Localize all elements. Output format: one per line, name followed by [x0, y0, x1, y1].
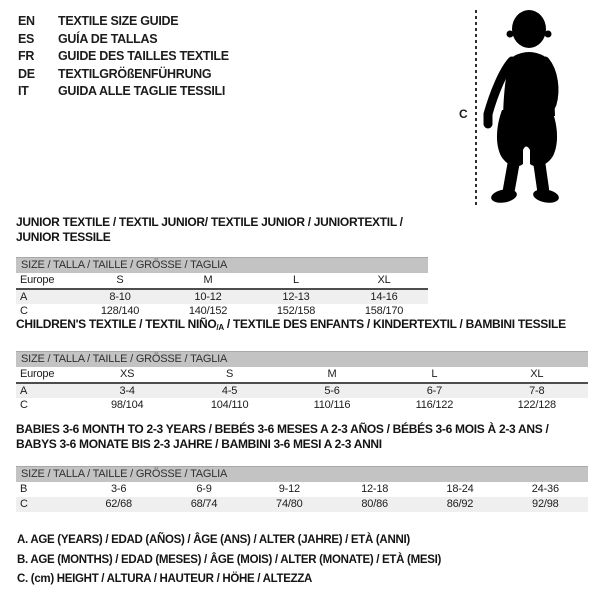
table-cell: 7-8 — [486, 383, 588, 398]
table-cell: 92/98 — [503, 497, 588, 512]
table-cell: 80/86 — [332, 497, 417, 512]
row-label-cell: C — [20, 305, 28, 317]
children-section-title — [16, 317, 588, 335]
size-header-row — [16, 258, 428, 273]
language-title: TEXTILE SIZE GUIDE — [58, 14, 179, 28]
junior-size-table — [16, 257, 428, 319]
row-label-cell: A — [16, 383, 76, 398]
table-cell: 3-6 — [111, 483, 127, 495]
table-cell: 104/110 — [210, 399, 249, 411]
table-cell: 122/128 — [517, 399, 556, 411]
size-header-bar: SIZE / TALLA / TAILLE / GRÖSSE / TAGLIA — [16, 467, 588, 482]
junior-section — [16, 215, 428, 319]
language-title: GUÍA DE TALLAS — [58, 31, 158, 46]
baby-figure — [455, 8, 595, 213]
title-text: / TEXTILE DES ENFANTS / KINDERTEXTIL / BAMBINI TESSILE — [223, 317, 566, 331]
children-size-table — [16, 351, 588, 413]
babies-size-table — [16, 466, 588, 512]
table-row-age — [16, 289, 428, 304]
language-row — [18, 66, 229, 84]
table-cell: 62/68 — [76, 497, 161, 512]
row-label-cell: A — [16, 289, 76, 304]
language-row — [18, 48, 229, 66]
height-dotted-line — [475, 10, 477, 206]
table-cell: 6-9 — [196, 483, 212, 495]
language-title: GUIDE DES TAILLES TEXTILE — [58, 49, 229, 63]
size-column-header: L — [252, 273, 340, 289]
table-cell: 86/92 — [417, 497, 502, 512]
size-header-row — [16, 467, 588, 482]
table-cell: 5-6 — [281, 383, 383, 398]
table-row-months — [16, 482, 588, 497]
language-code: FR — [18, 49, 35, 63]
region-label-cell: Europe — [16, 367, 76, 383]
table-cell: 68/74 — [161, 497, 246, 512]
size-header-row — [16, 352, 588, 367]
table-row-height — [16, 497, 588, 512]
language-row — [18, 31, 229, 49]
language-code: DE — [18, 66, 35, 81]
table-cell: 128/140 — [100, 305, 140, 317]
column-header-row — [16, 367, 588, 383]
size-column-header: L — [383, 367, 485, 383]
table-cell: 24-36 — [531, 483, 559, 495]
size-column-header: S — [76, 273, 164, 289]
language-row — [18, 13, 229, 31]
size-column-header: S — [178, 367, 280, 383]
height-marker-label: C — [459, 107, 468, 121]
language-row — [18, 83, 229, 101]
title-subscript: /A — [216, 323, 224, 332]
table-cell: 10-12 — [164, 289, 252, 304]
language-title: GUIDA ALLE TAGLIE TESSILI — [58, 84, 226, 98]
language-guide — [18, 13, 229, 101]
table-cell: 12-18 — [361, 483, 389, 495]
footnote-c: C. (cm) HEIGHT / ALTURA / HAUTEUR / HÖHE / ALTEZZA — [17, 573, 313, 585]
footnote-b: B. AGE (MONTHS) / EDAD (MESES) / ÂGE (MOIS) / ALTER (MONATE) / ETÀ (MESI) — [17, 553, 442, 566]
size-column-header: M — [164, 273, 252, 289]
title-line: BABYS 3-6 MONATE BIS 2-3 JAHRE / BAMBINI 3-6 MESI A 2-3 ANNI — [16, 437, 382, 451]
table-cell: 14-16 — [340, 289, 428, 304]
size-column-header: XL — [340, 273, 428, 289]
table-cell: 3-4 — [76, 383, 178, 398]
size-header-bar: SIZE / TALLA / TAILLE / GRÖSSE / TAGLIA — [16, 352, 588, 367]
size-header-bar: SIZE / TALLA / TAILLE / GRÖSSE / TAGLIA — [16, 258, 428, 273]
table-cell: 74/80 — [247, 497, 332, 512]
row-label-cell: C — [20, 399, 28, 411]
footnote-a: A. AGE (YEARS) / EDAD (AÑOS) / ÂGE (ANS) / ALTER (JAHRE) / ETÀ (ANNI) — [17, 534, 410, 546]
table-cell: 140/152 — [188, 305, 228, 317]
babies-section-title — [16, 422, 588, 452]
table-cell: 9-12 — [278, 483, 300, 495]
title-text: CHILDREN'S TEXTILE / TEXTIL NIÑO — [16, 317, 217, 331]
table-cell: 6-7 — [383, 383, 485, 398]
table-cell: 98/104 — [110, 399, 144, 411]
size-column-header: M — [281, 367, 383, 383]
table-cell: 12-13 — [252, 289, 340, 304]
table-cell: 18-24 — [446, 483, 474, 495]
language-code: ES — [18, 31, 35, 46]
children-section — [16, 317, 588, 413]
language-code: IT — [18, 84, 29, 98]
babies-section — [16, 422, 588, 512]
table-row-age — [16, 383, 588, 398]
language-code: EN — [18, 14, 35, 28]
size-column-header: XS — [76, 367, 178, 383]
region-label-cell: Europe — [16, 273, 76, 289]
language-title: TEXTILGRÖßENFÜHRUNG — [58, 66, 212, 81]
table-cell: 116/122 — [415, 399, 454, 411]
table-row-height — [16, 398, 588, 413]
column-header-row — [16, 273, 428, 289]
table-cell: 158/170 — [364, 305, 404, 317]
baby-silhouette-icon — [481, 8, 571, 208]
title-line: BABIES 3-6 MONTH TO 2-3 YEARS / BEBÉS 3-6 MESES A 2-3 AÑOS / BÉBÉS 3-6 MOIS À 2-3 ANS / — [16, 422, 549, 436]
row-label-cell: C — [16, 497, 76, 512]
size-column-header: XL — [486, 367, 588, 383]
table-cell: 152/158 — [276, 305, 316, 317]
row-label-cell: B — [20, 483, 28, 495]
junior-section-title: JUNIOR TEXTILE / TEXTIL JUNIOR/ TEXTILE JUNIOR / JUNIORTEXTIL / JUNIOR TESSILE — [16, 215, 403, 244]
table-cell: 8-10 — [76, 289, 164, 304]
footnotes — [17, 531, 441, 590]
table-cell: 110/116 — [313, 399, 351, 411]
table-cell: 4-5 — [178, 383, 280, 398]
